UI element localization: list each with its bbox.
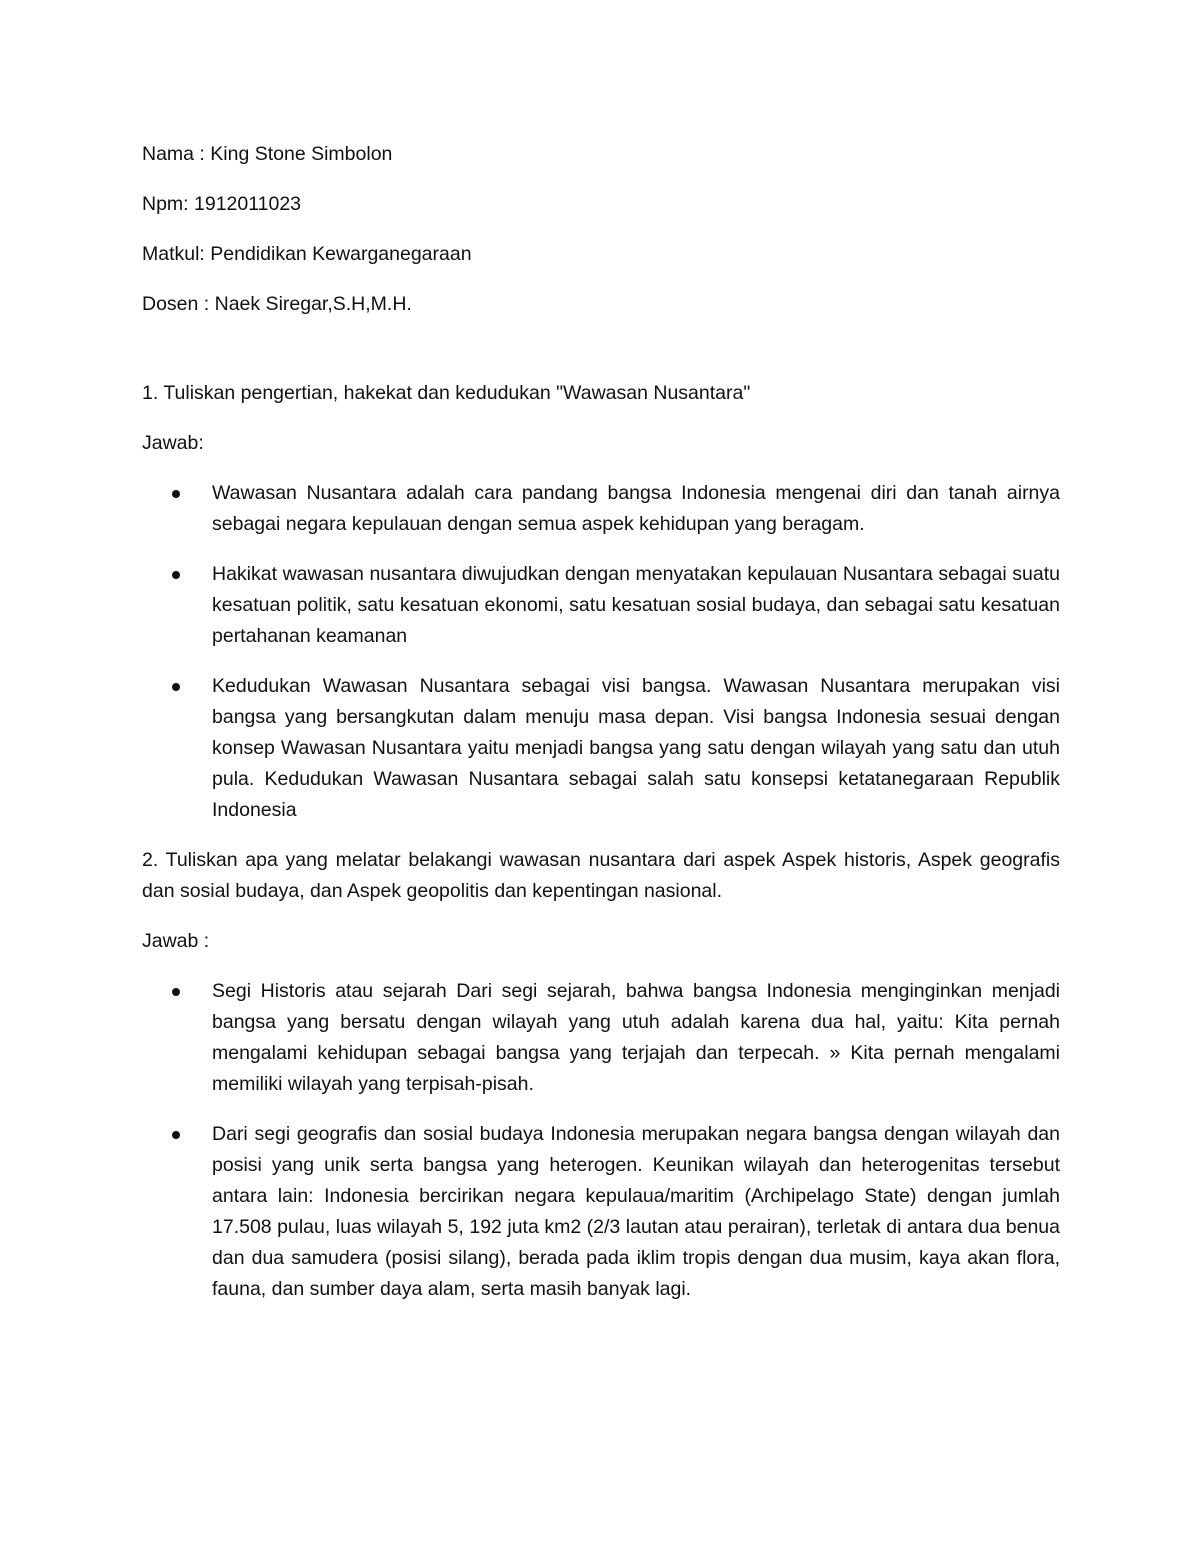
student-name: Nama : King Stone Simbolon bbox=[142, 143, 393, 165]
question-1: 1. Tuliskan pengertian, hakekat dan kedudukan "Wawasan Nusantara" bbox=[142, 382, 751, 404]
answer-2-label: Jawab : bbox=[142, 930, 210, 952]
student-info bbox=[142, 139, 1060, 320]
answer-2-list bbox=[142, 976, 1060, 1305]
student-npm: Npm: 1912011023 bbox=[142, 193, 302, 215]
list-item bbox=[142, 671, 1060, 826]
answer-1-list bbox=[142, 478, 1060, 826]
list-item-text: Hakikat wawasan nusantara diwujudkan dengan menyatakan kepulauan Nusantara sebagai suatu kesatuan politik, satu kesatuan ekonomi, satu kesatuan sosial budaya, dan sebagai satu kesatuan pertahanan keamanan bbox=[212, 563, 1060, 647]
question-2: 2. Tuliskan apa yang melatar belakangi wawasan nusantara dari aspek Aspek historis, Aspek geografis dan sosial budaya, dan Aspek geopolitis dan kepentingan nasional. bbox=[142, 849, 1060, 902]
course-name: Matkul: Pendidikan Kewarganegaraan bbox=[142, 243, 472, 265]
document-content bbox=[142, 139, 1060, 1324]
list-item bbox=[142, 1119, 1060, 1305]
lecturer-name: Dosen : Naek Siregar,S.H,M.H. bbox=[142, 293, 412, 315]
list-item-text: Segi Historis atau sejarah Dari segi sejarah, bahwa bangsa Indonesia menginginkan menjadi bangsa yang bersatu dengan wilayah yang utuh adalah karena dua hal, yaitu: Kita pernah mengalami kehidupan sebagai bangsa yang terjajah dan terpecah. » Kita pernah mengalami memiliki wilayah yang terpisah-pisah. bbox=[212, 980, 1060, 1095]
list-item-text: Dari segi geografis dan sosial budaya Indonesia merupakan negara bangsa dengan wilayah dan posisi yang unik serta bangsa yang heterogen. Keunikan wilayah dan heterogenitas tersebut antara lain: Indonesia bercirikan negara kepulaua/maritim (Archipelago State) dengan jumlah 17.508 pulau, luas wilayah 5, 192 juta km2 (2/3 lautan atau perairan), terletak di antara dua benua dan dua samudera (posisi silang), berada pada iklim tropis dengan dua musim, kaya akan flora, fauna, dan sumber daya alam, serta masih banyak lagi. bbox=[212, 1123, 1060, 1300]
bullet-icon bbox=[172, 571, 180, 579]
bullet-icon bbox=[172, 490, 180, 498]
answer-1-label: Jawab: bbox=[142, 432, 204, 454]
bullet-icon bbox=[172, 988, 180, 996]
list-item-text: Wawasan Nusantara adalah cara pandang bangsa Indonesia mengenai diri dan tanah airnya sebagai negara kepulauan dengan semua aspek kehidupan yang beragam. bbox=[212, 482, 1060, 535]
list-item bbox=[142, 559, 1060, 652]
list-item bbox=[142, 976, 1060, 1100]
list-item-text: Kedudukan Wawasan Nusantara sebagai visi bangsa. Wawasan Nusantara merupakan visi bangsa yang bersangkutan dalam menuju masa depan. Visi bangsa Indonesia sesuai dengan konsep Wawasan Nusantara yaitu menjadi bangsa yang satu dengan wilayah yang satu dan utuh pula. Kedudukan Wawasan Nusantara sebagai salah satu konsepsi ketatanegaraan Republik Indonesia bbox=[212, 675, 1060, 821]
list-item bbox=[142, 478, 1060, 540]
bullet-icon bbox=[172, 1131, 180, 1139]
bullet-icon bbox=[172, 683, 180, 691]
